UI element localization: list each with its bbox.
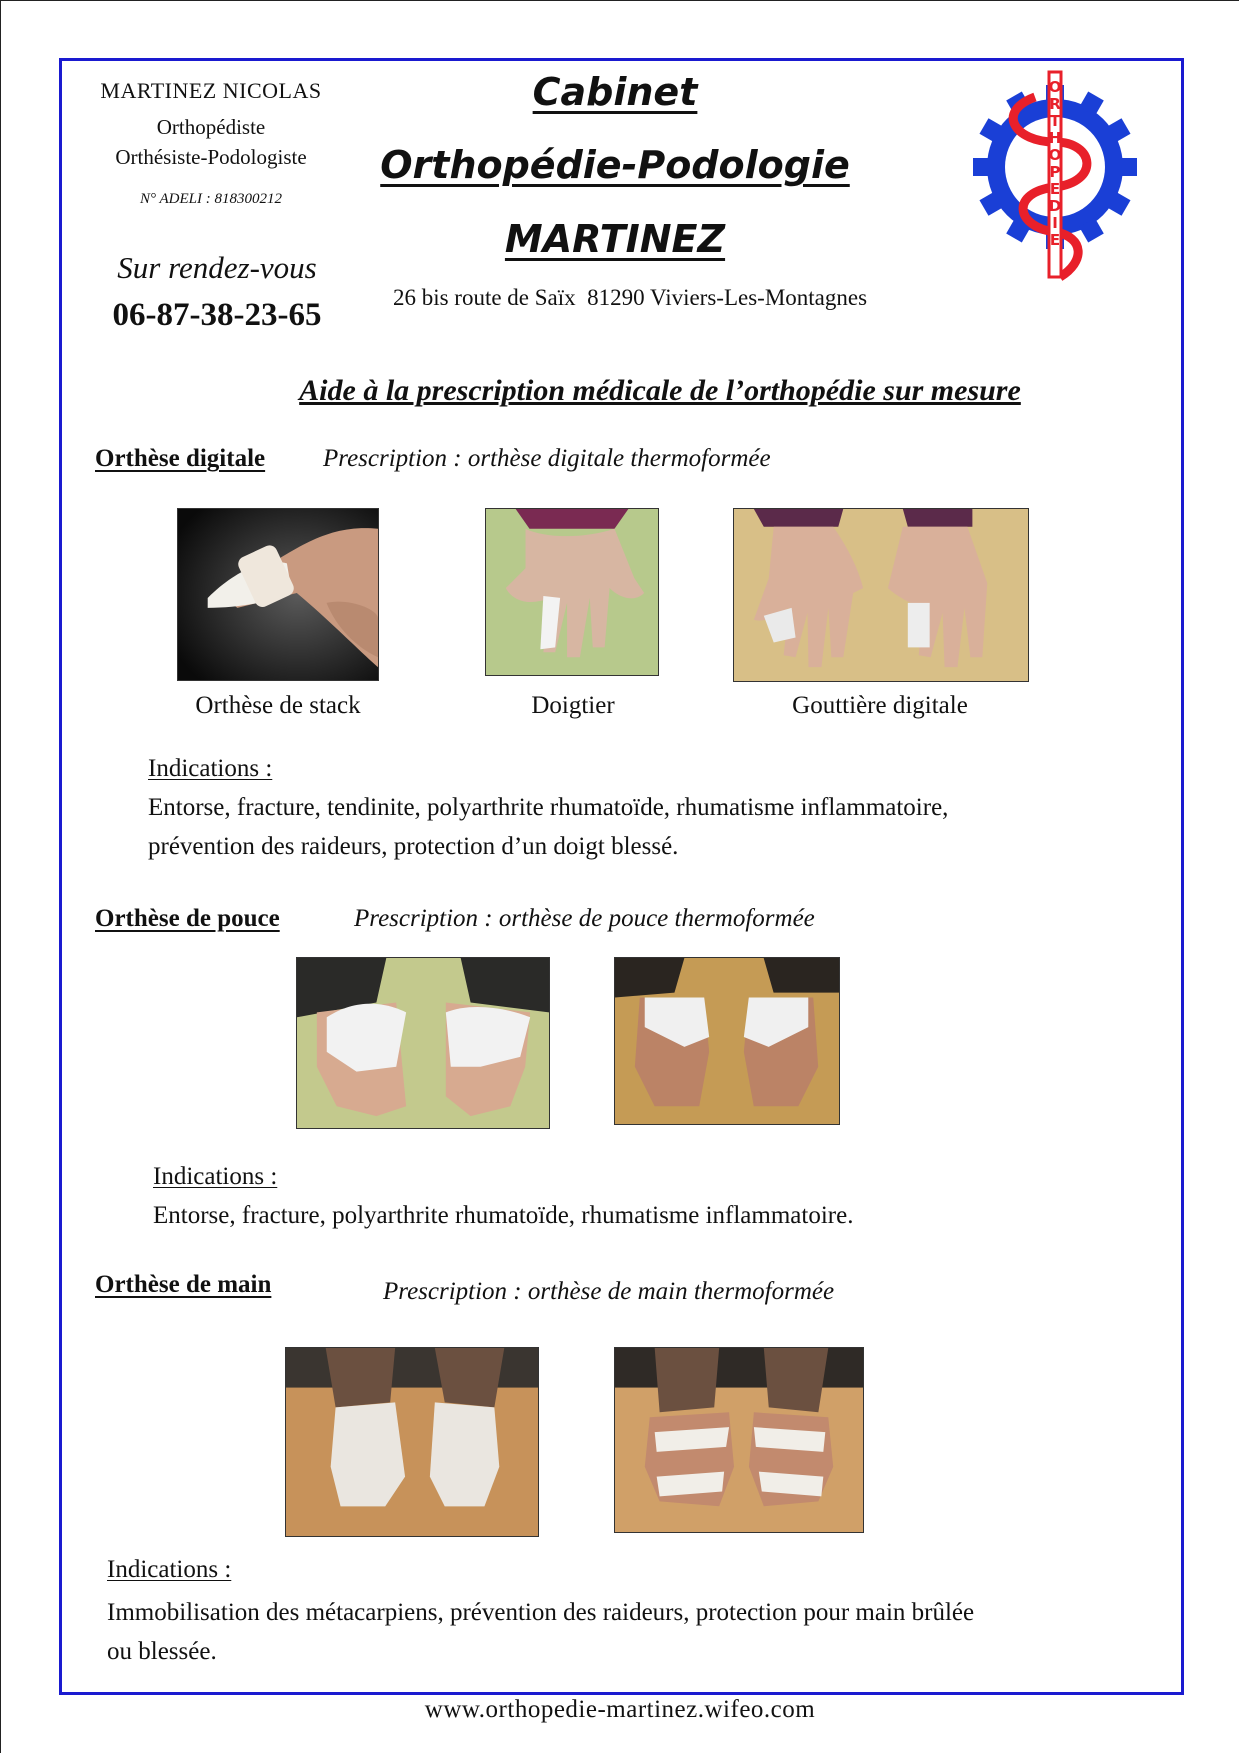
logo-letter: H	[1048, 129, 1062, 147]
section-title-main: Orthèse de main	[95, 1271, 272, 1298]
practitioner-name: MARTINEZ NICOLAS	[100, 78, 322, 103]
logo-letter: R	[1049, 95, 1061, 113]
indications-line: Entorse, fracture, polyarthrite rhumatoïde, rhumatisme inflammatoire.	[153, 1202, 854, 1229]
section-title-digitale: Orthèse digitale	[95, 445, 266, 472]
practitioner-title: Orthopédiste	[156, 115, 266, 139]
indications-text-main	[107, 1593, 1157, 1671]
adeli-number: N° ADELI : 818300212	[140, 191, 282, 207]
logo-letter: O	[1048, 146, 1062, 164]
logo-letter: D	[1048, 197, 1062, 215]
website-url[interactable]: www.orthopedie-martinez.wifeo.com	[424, 1696, 816, 1723]
logo-letter: E	[1049, 180, 1061, 198]
prescription-main: Prescription : orthèse de main thermoformée	[383, 1278, 835, 1305]
indications-line: Entorse, fracture, tendinite, polyarthrite rhumatoïde, rhumatisme inflammatoire,	[148, 794, 949, 821]
caption-doigtier: Doigtier	[531, 692, 615, 719]
appointment-note: Sur rendez-vous	[117, 250, 317, 285]
photo-gouttiere-digitale	[733, 508, 1029, 682]
indications-label-digitale: Indications :	[148, 755, 273, 782]
practitioner-specialty: Orthésiste-Podologiste	[115, 145, 307, 169]
phone-number: 06-87-38-23-65	[112, 297, 322, 333]
logo-letter: I	[1052, 214, 1058, 232]
prescription-digitale: Prescription : orthèse digitale thermoformée	[323, 445, 771, 472]
indications-text-digitale	[148, 788, 1148, 866]
logo-letter: E	[1049, 231, 1061, 249]
prescription-pouce: Prescription : orthèse de pouce thermoformée	[354, 905, 815, 932]
logo-letter: O	[1048, 78, 1062, 96]
photo-orthese-pouce-2	[614, 957, 840, 1125]
photo-orthese-main-2	[614, 1347, 864, 1533]
indications-text-pouce	[153, 1196, 1153, 1235]
logo-letter: P	[1049, 163, 1061, 181]
indications-label-pouce: Indications :	[153, 1163, 278, 1190]
caption-gouttiere-digitale: Gouttière digitale	[792, 692, 968, 719]
photo-orthese-pouce-1	[296, 957, 550, 1129]
caption-orthese-stack: Orthèse de stack	[195, 692, 361, 719]
page-subtitle: Aide à la prescription médicale de l’orthopédie sur mesure	[299, 374, 1021, 407]
photo-orthese-stack	[177, 508, 379, 681]
address: 26 bis route de Saïx 81290 Viviers-Les-Montagnes	[392, 285, 868, 310]
orthopedie-logo	[970, 62, 1140, 282]
logo-letter: T	[1049, 112, 1061, 130]
indications-line: prévention des raideurs, protection d’un doigt blessé.	[148, 833, 679, 860]
photo-orthese-main-1	[285, 1347, 539, 1537]
title-line-2: Orthopédie-Podologie	[380, 143, 850, 187]
indications-line: ou blessée.	[107, 1638, 217, 1665]
title-line-3: MARTINEZ	[504, 217, 726, 261]
title-line-1: Cabinet	[532, 70, 698, 114]
indications-line: Immobilisation des métacarpiens, prévention des raideurs, protection pour main brûlée	[107, 1599, 975, 1626]
section-title-pouce: Orthèse de pouce	[95, 905, 280, 932]
indications-label-main: Indications :	[107, 1556, 232, 1583]
photo-doigtier	[485, 508, 659, 676]
